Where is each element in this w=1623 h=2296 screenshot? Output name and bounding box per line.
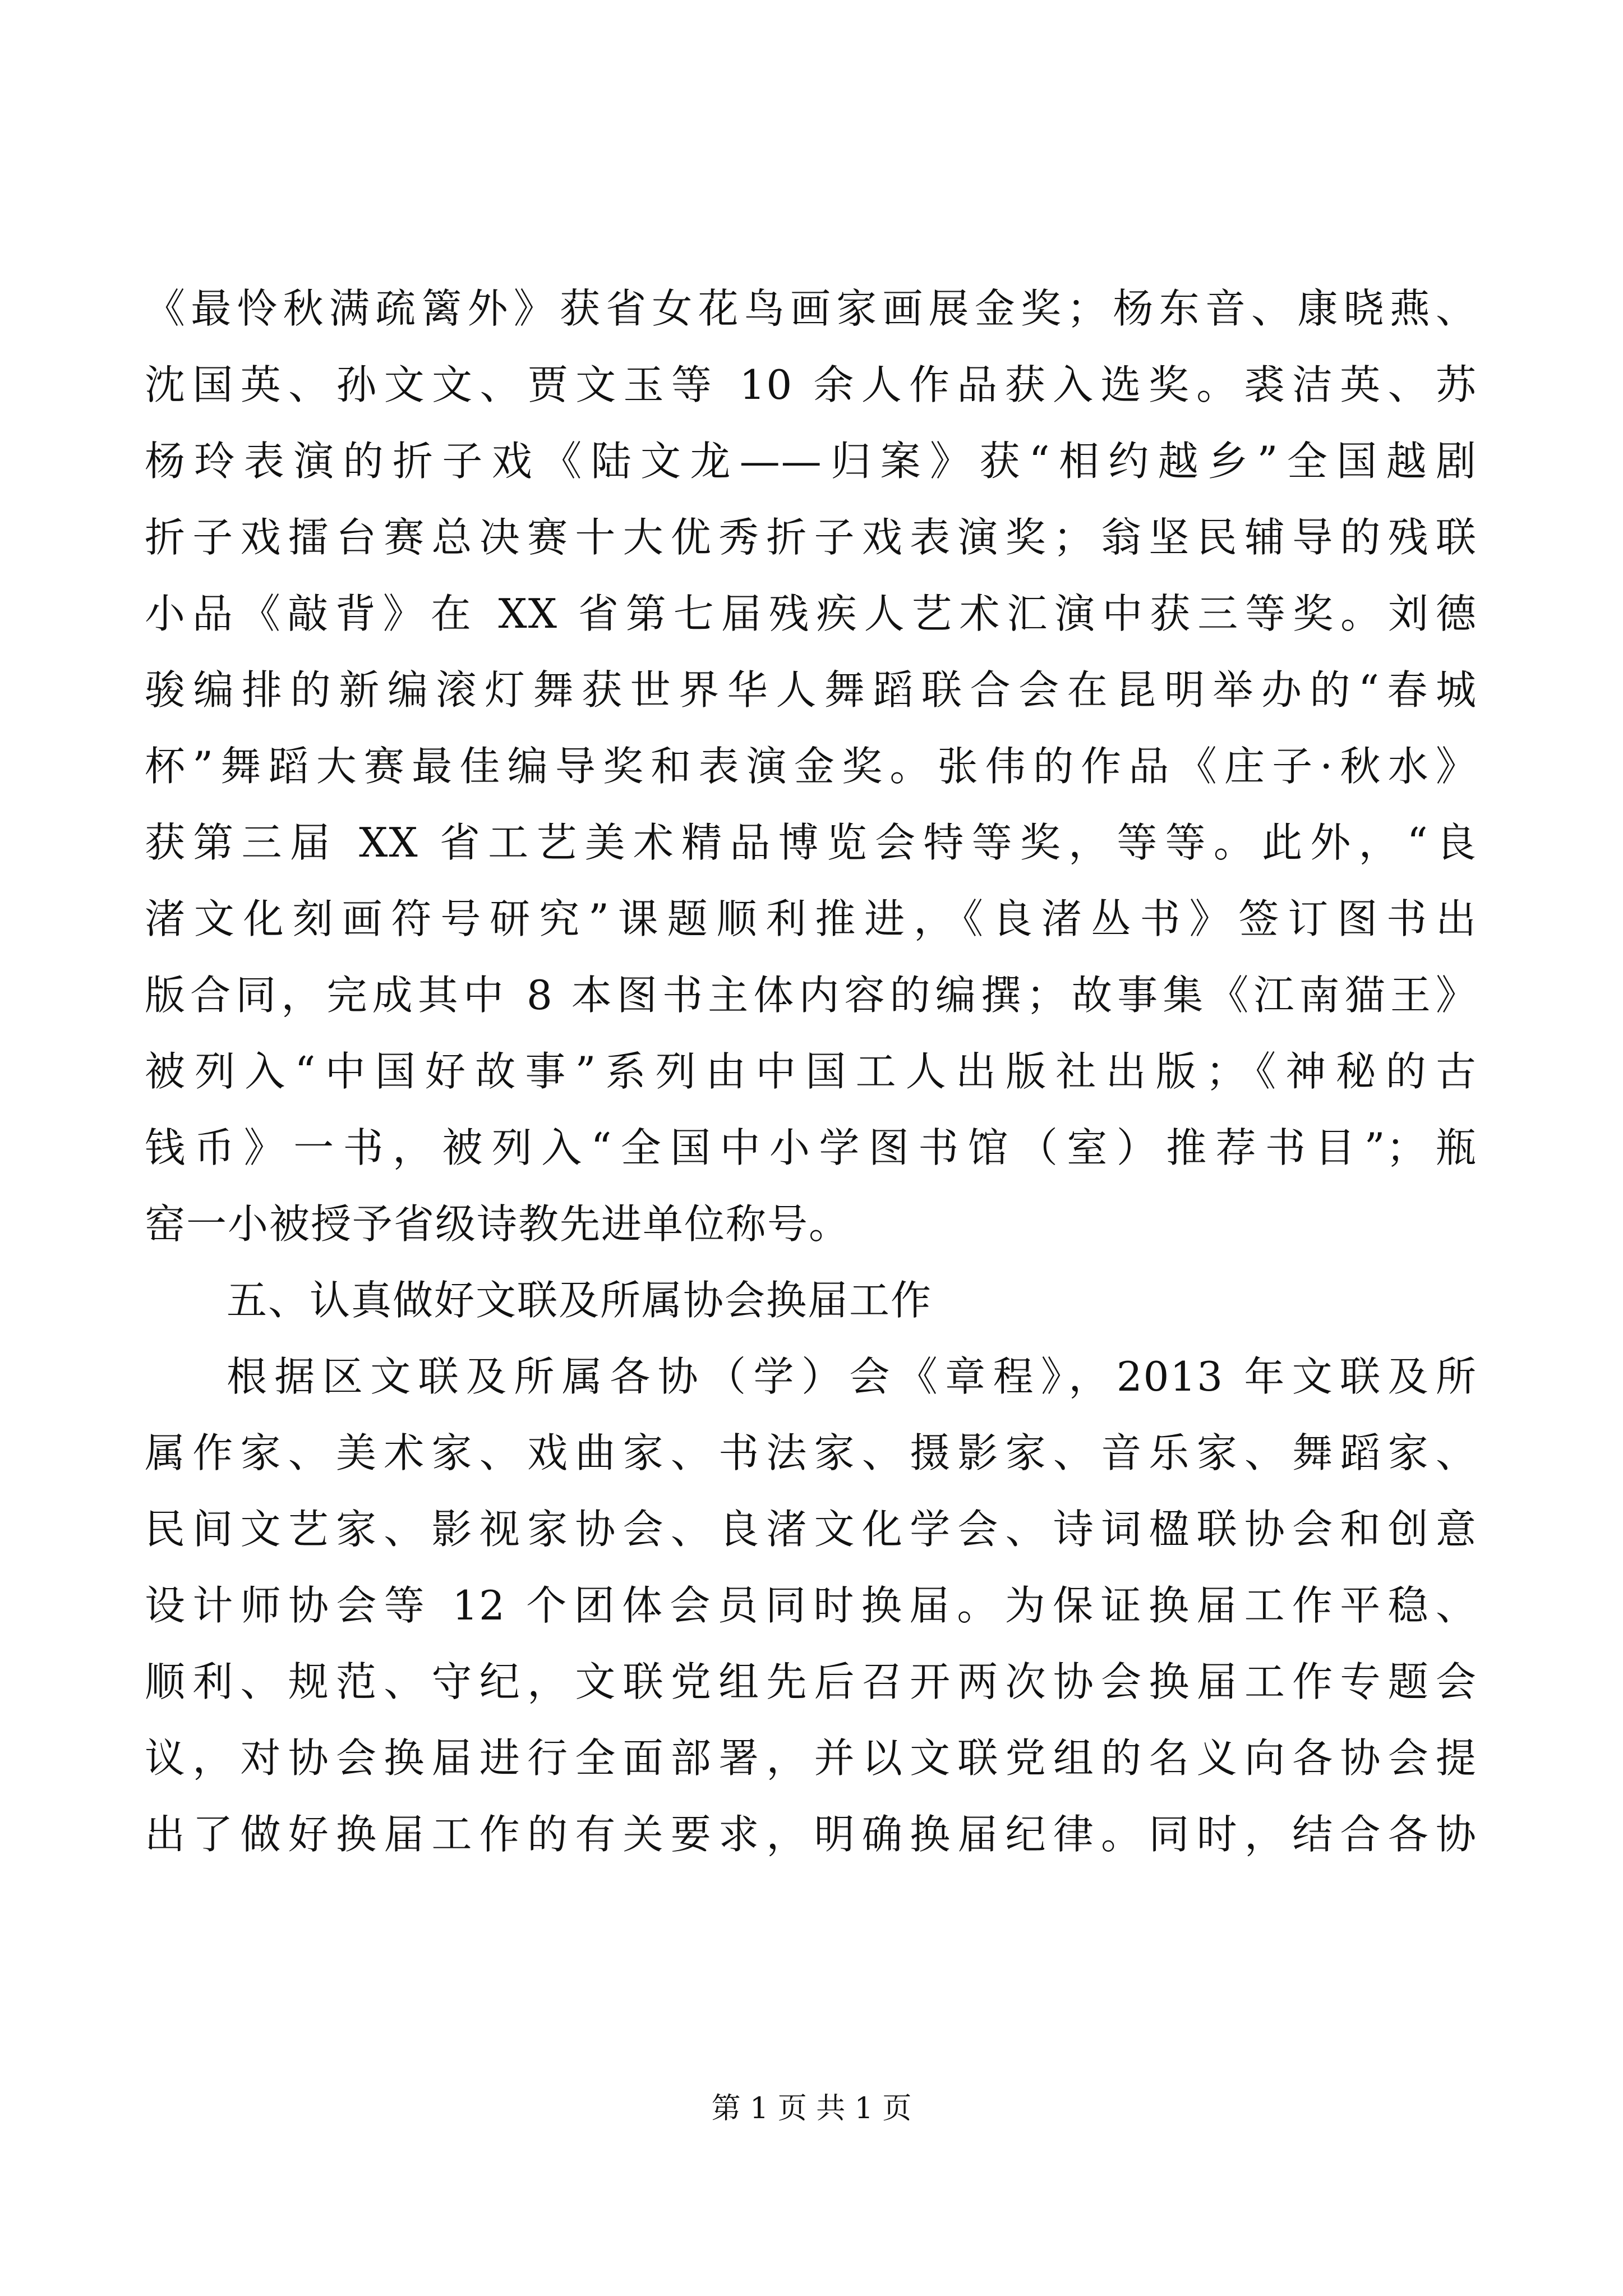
text-line: 出了做好换届工作的有关要求，明确换届纪律。同时，结合各协: [145, 1811, 1477, 1858]
text-line: 小品《敲背》在 XX 省第七届残疾人艺术汇演中获三等奖。刘德: [145, 590, 1477, 637]
text-line: 根据区文联及所属各协（学）会《章程》，2013 年文联及所: [227, 1353, 1477, 1400]
text-line: 杯”舞蹈大赛最佳编导奖和表演金奖。张伟的作品《庄子·秋水》: [145, 743, 1477, 790]
section-heading: 五、认真做好文联及所属协会换届工作: [227, 1277, 933, 1324]
text-line: 议，对协会换届进行全面部署，并以文联党组的名义向各协会提: [145, 1734, 1477, 1782]
text-line: 钱币》一书，被列入“全国中小学图书馆（室）推荐书目”；瓶: [145, 1124, 1477, 1171]
text-line: 窑一小被授予省级诗教先进单位称号。: [145, 1200, 851, 1248]
page-footer: 第 1 页 共 1 页: [711, 2092, 912, 2125]
text-line: 折子戏擂台赛总决赛十大优秀折子戏表演奖；翁坚民辅导的残联: [145, 514, 1477, 561]
text-line: 沈国英、孙文文、贾文玉等 10 余人作品获入选奖。裘洁英、苏: [145, 361, 1477, 408]
text-line: 骏编排的新编滚灯舞获世界华人舞蹈联合会在昆明举办的“春城: [145, 666, 1477, 714]
text-line: 获第三届 XX 省工艺美术精品博览会特等奖，等等。此外，“良: [145, 819, 1477, 866]
text-line: 渚文化刻画符号研究”课题顺利推进，《良渚丛书》签订图书出: [145, 895, 1477, 942]
text-line: 民间文艺家、影视家协会、良渚文化学会、诗词楹联协会和创意: [145, 1506, 1477, 1553]
text-line: 设计师协会等 12 个团体会员同时换届。为保证换届工作平稳、: [145, 1582, 1477, 1629]
text-line: 顺利、规范、守纪，文联党组先后召开两次协会换届工作专题会: [145, 1658, 1477, 1705]
text-line: 属作家、美术家、戏曲家、书法家、摄影家、音乐家、舞蹈家、: [145, 1429, 1477, 1476]
text-line: 被列入“中国好故事”系列由中国工人出版社出版；《神秘的古: [145, 1048, 1477, 1095]
text-line: 《最怜秋满疏篱外》获省女花鸟画家画展金奖；杨东音、康晓燕、: [145, 285, 1477, 332]
text-line: 杨玲表演的折子戏《陆文龙——归案》获“相约越乡”全国越剧: [145, 438, 1477, 485]
text-line: 版合同，完成其中 8 本图书主体内容的编撰；故事集《江南猫王》: [145, 972, 1477, 1019]
